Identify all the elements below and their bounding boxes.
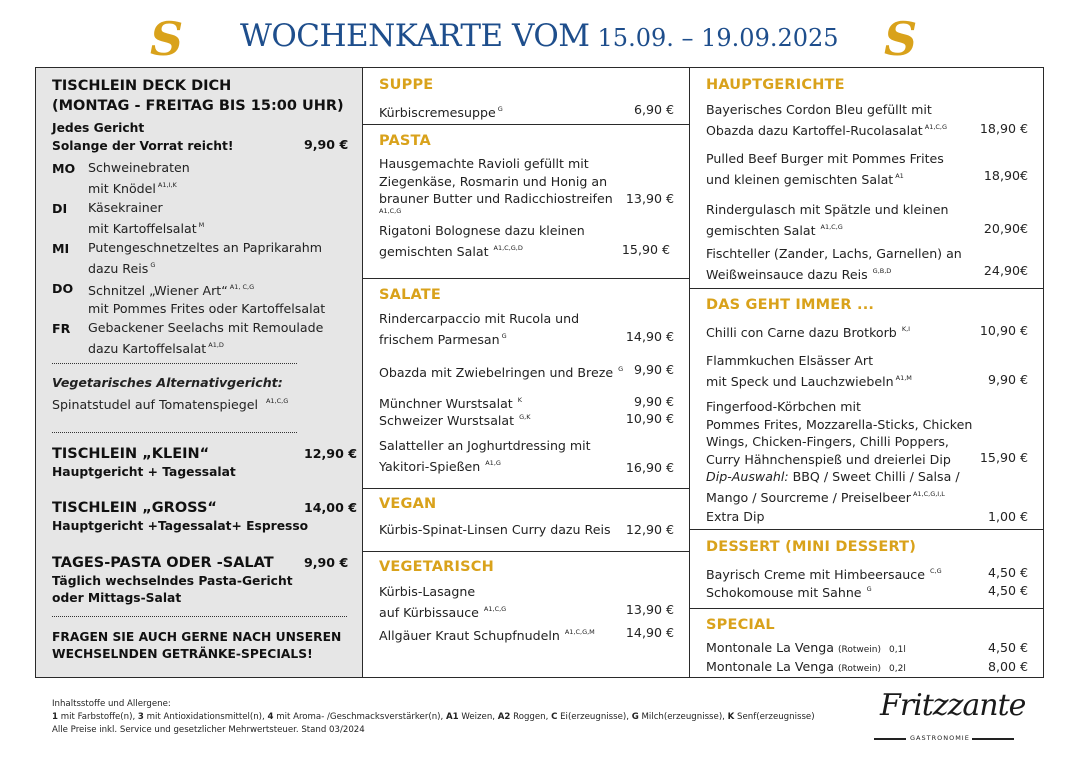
section-title: SUPPE bbox=[379, 77, 434, 93]
drinks-note-1: FRAGEN SIE AUCH GERNE NACH UNSEREN bbox=[52, 630, 342, 644]
menu-item-price: 8,00 € bbox=[987, 659, 1028, 674]
menu-column-right bbox=[689, 67, 1044, 678]
dish-mo-line1: Schweinebraten bbox=[88, 160, 190, 175]
dish-mo-line2: mit Knödel $^{A1,I,K}$ bbox=[88, 180, 177, 196]
menu-item: Montonale La Venga (Rotwein) 0,2l bbox=[706, 659, 906, 674]
klein-desc: Hauptgericht + Tagessalat bbox=[52, 465, 236, 479]
gross-price: 14,00 € bbox=[304, 500, 357, 515]
day-fr: FR bbox=[52, 321, 71, 336]
menu-item: Fischteller (Zander, Lachs, Garnellen) an Weißweinsauce dazu Reis $^{G,B,D}$ bbox=[706, 246, 962, 282]
menu-item: Montonale La Venga (Rotwein) 0,1l bbox=[706, 640, 906, 655]
divider-dotted bbox=[52, 363, 297, 364]
ornament-left: S bbox=[150, 12, 184, 66]
menu-item: Extra Dip bbox=[706, 509, 765, 524]
menu-item-price: 24,90€ bbox=[983, 263, 1028, 278]
menu-item: Kürbis-Spinat-Linsen Curry dazu Reis bbox=[379, 522, 611, 537]
dish-di-line1: Käsekrainer bbox=[88, 200, 163, 215]
menu-item-price: 16,90 € bbox=[625, 460, 674, 475]
footer-allergen-list: 1 mit Farbstoffe(n), 3 mit Antioxidationsmittel(n), 4 mit Aroma- /Geschmacksverstärker(n), A1 Weizen, A2 Roggen, C Ei(erzeugnisse), G Milch(erzeugnisse), K Senf(erzeugnisse) bbox=[52, 712, 815, 722]
menu-item-price: 15,90 € bbox=[979, 450, 1028, 465]
page-header bbox=[0, 10, 1080, 66]
menu-item-price: 9,90 € bbox=[987, 372, 1028, 387]
menu-item-price: 12,90 € bbox=[625, 522, 674, 537]
section-title: SPECIAL bbox=[706, 617, 775, 633]
menu-item: Kürbiscremesuppe $^G$ bbox=[379, 105, 503, 120]
menu-item-price: 13,90 € bbox=[625, 191, 674, 206]
title-text: WOCHENKARTE VOM bbox=[240, 18, 590, 54]
klein-title: TISCHLEIN „KLEIN“ bbox=[52, 446, 210, 462]
drinks-note-2: WECHSELNDEN GETRÄNKE-SPECIALS! bbox=[52, 647, 313, 661]
menu-item-price: 18,90€ bbox=[983, 168, 1028, 183]
divider-dotted bbox=[52, 432, 297, 433]
dish-mi bbox=[88, 239, 322, 277]
menu-item-price: 4,50 € bbox=[987, 583, 1028, 598]
menu-item-price: 15,90 € bbox=[621, 242, 670, 257]
page-title bbox=[240, 18, 880, 54]
menu-item-price: 6,90 € bbox=[633, 102, 674, 117]
dish-mi-line1: Putengeschnetzeltes an Paprikarahm bbox=[88, 240, 323, 255]
section-title: PASTA bbox=[379, 133, 431, 149]
allergen-footer bbox=[52, 698, 815, 737]
menu-item-price: 20,90€ bbox=[983, 221, 1028, 236]
menu-item-price: 9,90 € bbox=[633, 394, 674, 409]
veg-alt-label: Vegetarisches Alternativgericht: bbox=[52, 375, 283, 390]
knife-icon bbox=[972, 738, 1014, 740]
section-suppe bbox=[363, 68, 689, 124]
menu-item: Fingerfood-Körbchen mit Pommes Frites, Mozzarella-Sticks, Chicken Wings, Chicken-Fingers, Chilli Poppers, Curry Hähnchenspieß und dreierlei Dip Dip-Auswahl: BBQ / Sweet Chilli / Salsa / Mango / Sourcreme / Preiselbeer $^{A1,C,G,I,L}$ bbox=[706, 399, 973, 505]
menu-item: Bayerisches Cordon Bleu gefüllt mit Obazda dazu Kartoffel-Rucolasalat $^{A1,C,G}$ bbox=[706, 102, 948, 138]
dish-fr-line2: dazu Kartoffelsalat $^{A1,D}$ bbox=[88, 340, 224, 356]
dish-mo bbox=[88, 159, 190, 197]
dish-di bbox=[88, 199, 204, 237]
deck-note-2: Solange der Vorrat reicht! bbox=[52, 139, 234, 153]
section-hauptgerichte bbox=[690, 68, 1043, 288]
section-title: SALATE bbox=[379, 287, 441, 303]
day-mi: MI bbox=[52, 241, 70, 256]
menu-item: Rindergulasch mit Spätzle und kleinen gemischten Salat $^{A1,C,G}$ bbox=[706, 202, 949, 238]
dish-mi-line2: dazu Reis $^G$ bbox=[88, 260, 156, 276]
menu-item: Münchner Wurstsalat $^K$ bbox=[379, 396, 523, 411]
menu-item: Salatteller an Joghurtdressing mit Yakitori-Spießen $^{A1,G}$ bbox=[379, 438, 591, 474]
deck-subtitle: (MONTAG - FREITAG BIS 15:00 UHR) bbox=[52, 98, 344, 114]
menu-item-price: 9,90 € bbox=[633, 362, 674, 377]
deck-price: 9,90 € bbox=[304, 137, 349, 152]
dish-fr bbox=[88, 319, 323, 357]
dish-fr-line1: Gebackener Seelachs mit Remoulade bbox=[88, 320, 324, 335]
menu-item: Rindercarpaccio mit Rucola und frischem Parmesan $^G$ bbox=[379, 311, 580, 347]
section-title: VEGAN bbox=[379, 496, 437, 512]
menu-item-price: 4,50 € bbox=[987, 640, 1028, 655]
title-dates: 15.09. – 19.09.2025 bbox=[597, 24, 839, 52]
menu-item: Rigatoni Bolognese dazu kleinen gemischten Salat $^{A1,C,G,D}$ bbox=[379, 223, 585, 259]
day-di: DI bbox=[52, 201, 68, 216]
section-title: DESSERT (MINI DESSERT) bbox=[706, 539, 917, 555]
divider-dotted bbox=[52, 616, 347, 617]
footer-heading: Inhaltsstoffe und Allergene: bbox=[52, 699, 171, 709]
section-title: VEGETARISCH bbox=[379, 559, 494, 575]
day-mo: MO bbox=[52, 161, 76, 176]
dish-di-line2: mit Kartoffelsalat $^M$ bbox=[88, 220, 205, 236]
deck-note-1: Jedes Gericht bbox=[52, 121, 145, 135]
menu-column-middle bbox=[362, 67, 690, 678]
gross-desc: Hauptgericht +Tagessalat+ Espresso bbox=[52, 519, 309, 533]
menu-item: Pulled Beef Burger mit Pommes Frites und kleinen gemischten Salat $^{A1}$ bbox=[706, 151, 944, 187]
menu-item-price: 14,90 € bbox=[625, 625, 674, 640]
section-vegan bbox=[363, 488, 689, 551]
tages-pasta-title: TAGES-PASTA ODER -SALAT bbox=[52, 555, 274, 571]
deck-title: TISCHLEIN DECK DICH bbox=[52, 78, 232, 94]
menu-item: Schokomouse mit Sahne $^G$ bbox=[706, 585, 872, 600]
ornament-right: S bbox=[884, 12, 918, 66]
footer-price-note: Alle Preise inkl. Service und gesetzlicher Mehrwertsteuer. Stand 03/2024 bbox=[52, 725, 365, 735]
menu-item-price: 10,90 € bbox=[979, 323, 1028, 338]
section-title: DAS GEHT IMMER ... bbox=[706, 297, 875, 313]
gross-title: TISCHLEIN „GROSS“ bbox=[52, 500, 217, 516]
menu-item: Bayrisch Creme mit Himbeersauce $^{C,G}$ bbox=[706, 567, 942, 582]
menu-item: Kürbis-Lasagne auf Kürbissauce $^{A1,C,G}$ bbox=[379, 584, 507, 620]
restaurant-logo bbox=[872, 688, 1026, 748]
section-vegetarisch bbox=[363, 551, 689, 679]
menu-item: Chilli con Carne dazu Brotkorb $^{K,I}$ bbox=[706, 325, 911, 340]
logo-script: Fritzzante bbox=[880, 688, 1026, 723]
section-special bbox=[690, 608, 1043, 679]
section-pasta bbox=[363, 124, 689, 278]
menu-item: Hausgemachte Ravioli gefüllt mit Ziegenkäse, Rosmarin und Honig an brauner Butter und Radicchiostreifen A1,C,G bbox=[379, 156, 613, 215]
menu-item-price: 13,90 € bbox=[625, 602, 674, 617]
veg-alt-dish: Spinatstudel auf Tomatenspiegel $^{A1,C,G}$ bbox=[52, 397, 289, 412]
tages-pasta-desc-1: Täglich wechselndes Pasta-Gericht bbox=[52, 574, 293, 588]
menu-item-price: 14,90 € bbox=[625, 329, 674, 344]
menu-item: Flammkuchen Elsässer Art mit Speck und Lauchzwiebeln $^{A1,M}$ bbox=[706, 353, 912, 389]
logo-subtitle: GASTRONOMIE bbox=[910, 734, 970, 742]
menu-item-price: 18,90 € bbox=[979, 121, 1028, 136]
menu-item: Allgäuer Kraut Schupfnudeln $^{A1,C,G,M}$ bbox=[379, 628, 595, 643]
section-dessert bbox=[690, 529, 1043, 608]
dish-do-line2: mit Pommes Frites oder Kartoffelsalat bbox=[88, 300, 326, 316]
menu-item: Schweizer Wurstsalat $^{G,K}$ bbox=[379, 413, 531, 428]
tages-pasta-desc-2: oder Mittags-Salat bbox=[52, 591, 182, 605]
klein-price: 12,90 € bbox=[304, 446, 357, 461]
section-title: HAUPTGERICHTE bbox=[706, 77, 845, 93]
dish-do-line1: Schnitzel „Wiener Art“ $^{A1, C,G}$ bbox=[88, 283, 255, 298]
menu-item: Obazda mit Zwiebelringen und Breze $^G$ bbox=[379, 365, 624, 380]
section-salate bbox=[363, 278, 689, 488]
section-das-geht-immer bbox=[690, 288, 1043, 529]
dish-do bbox=[88, 279, 325, 317]
daily-specials-column bbox=[35, 67, 363, 678]
tages-pasta-price: 9,90 € bbox=[304, 555, 349, 570]
fork-icon bbox=[874, 738, 906, 740]
menu-item-price: 4,50 € bbox=[987, 565, 1028, 580]
day-do: DO bbox=[52, 281, 74, 296]
menu-item-price: 10,90 € bbox=[625, 411, 674, 426]
menu-item-price: 1,00 € bbox=[987, 509, 1028, 524]
